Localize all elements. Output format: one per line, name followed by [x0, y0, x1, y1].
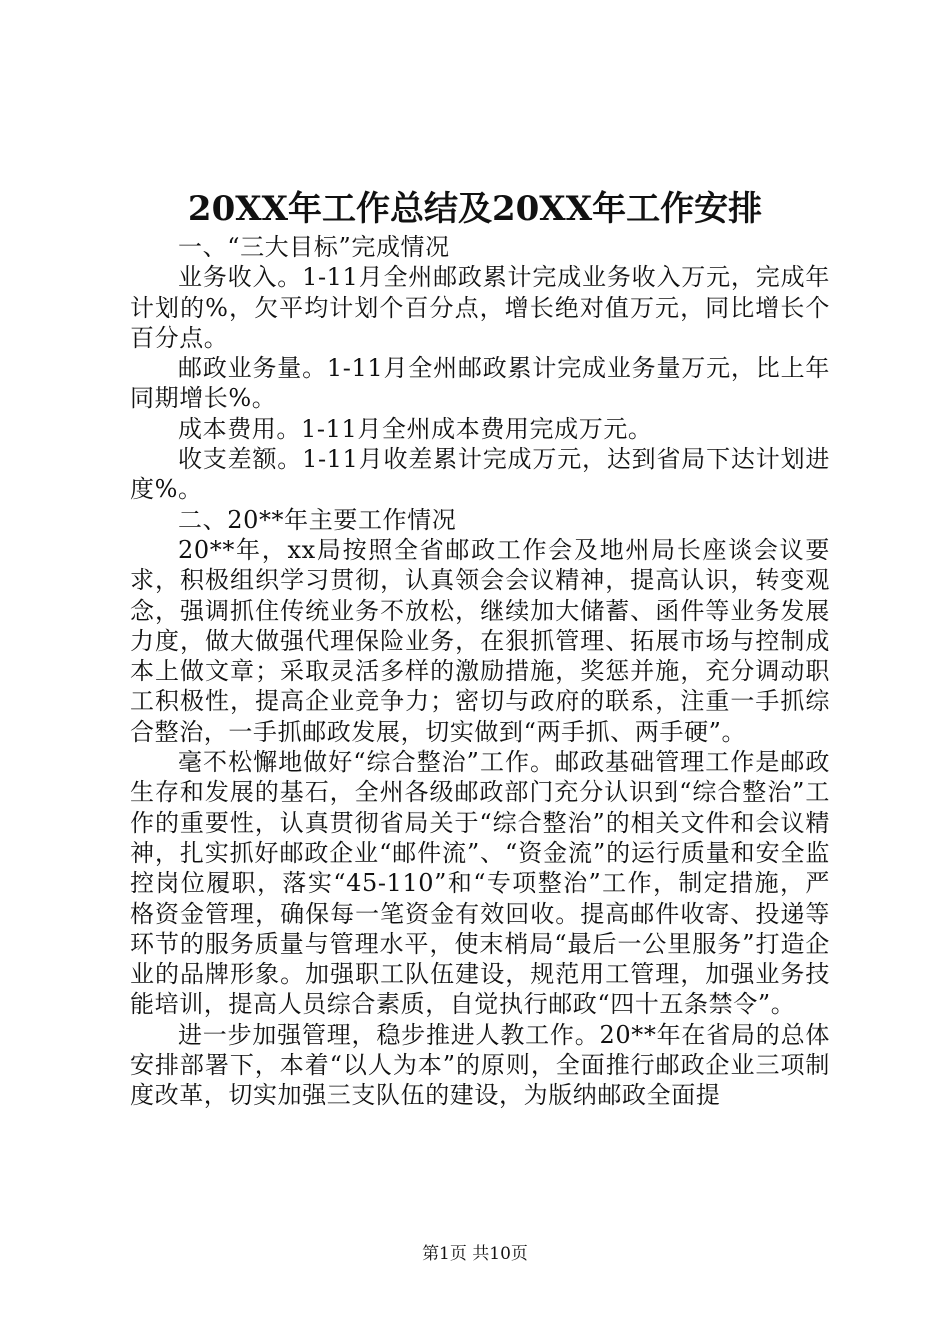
paragraph-balance: 收支差额。1-11月收差累计完成万元，达到省局下达计划进度%。: [130, 445, 830, 504]
paragraph-rectification: 毫不松懈地做好“综合整治”工作。邮政基础管理工作是邮政生存和发展的基石，全州各级邮政部门充分认识到“综合整治”工作的重要性，认真贯彻省局关于“综合整治”的相关文件和会议精神，扎实抓好邮政企业“邮件流”、“资金流”的运行质量和安全监控岗位履职，落实“45-110”和“专项整治”工作，制定措施，严格资金管理，确保每一笔资金有效回收。提高邮件收寄、投递等环节的服务质量与管理水平，使末梢局“最后一公里服务”打造企业的品牌形象。加强职工队伍建设，规范用工管理，加强业务技能培训，提高人员综合素质，自觉执行邮政“四十五条禁令”。: [130, 748, 830, 1019]
paragraph-management: 进一步加强管理，稳步推进人教工作。20**年在省局的总体安排部署下，本着“以人为本”的原则，全面推行邮政企业三项制度改革，切实加强三支队伍的建设，为版纳邮政全面提: [130, 1020, 830, 1110]
section-heading-main-work: 二、20**年主要工作情况: [178, 505, 457, 534]
document-body: [130, 232, 830, 1111]
document-title: 20XX年工作总结及20XX年工作安排: [187, 189, 763, 229]
paragraph-cost: 成本费用。1-11月全州成本费用完成万元。: [178, 414, 653, 443]
paragraph-revenue: 业务收入。1-11月全州邮政累计完成业务收入万元，完成年计划的%，欠平均计划个百分点，增长绝对值万元，同比增长个百分点。: [130, 263, 830, 352]
section-heading-goals: 一、“三大目标”完成情况: [178, 233, 450, 261]
paragraph-overview: 20**年，xx局按照全省邮政工作会及地州局长座谈会议要求，积极组织学习贯彻，认真领会会议精神，提高认识，转变观念，强调抓住传统业务不放松，继续加大储蓄、函件等业务发展力度，做大做强代理保险业务，在狠抓管理、拓展市场与控制成本上做文章；采取灵活多样的激励措施，奖惩并施，充分调动职工积极性，提高企业竞争力；密切与政府的联系，注重一手抓综合整治，一手抓邮政发展，切实做到“两手抓、两手硬”。: [130, 535, 830, 746]
paragraph-business-volume: 邮政业务量。1-11月全州邮政累计完成业务量万元，比上年同期增长%。: [130, 354, 830, 413]
page-footer: 第1页 共10页: [422, 1244, 528, 1264]
